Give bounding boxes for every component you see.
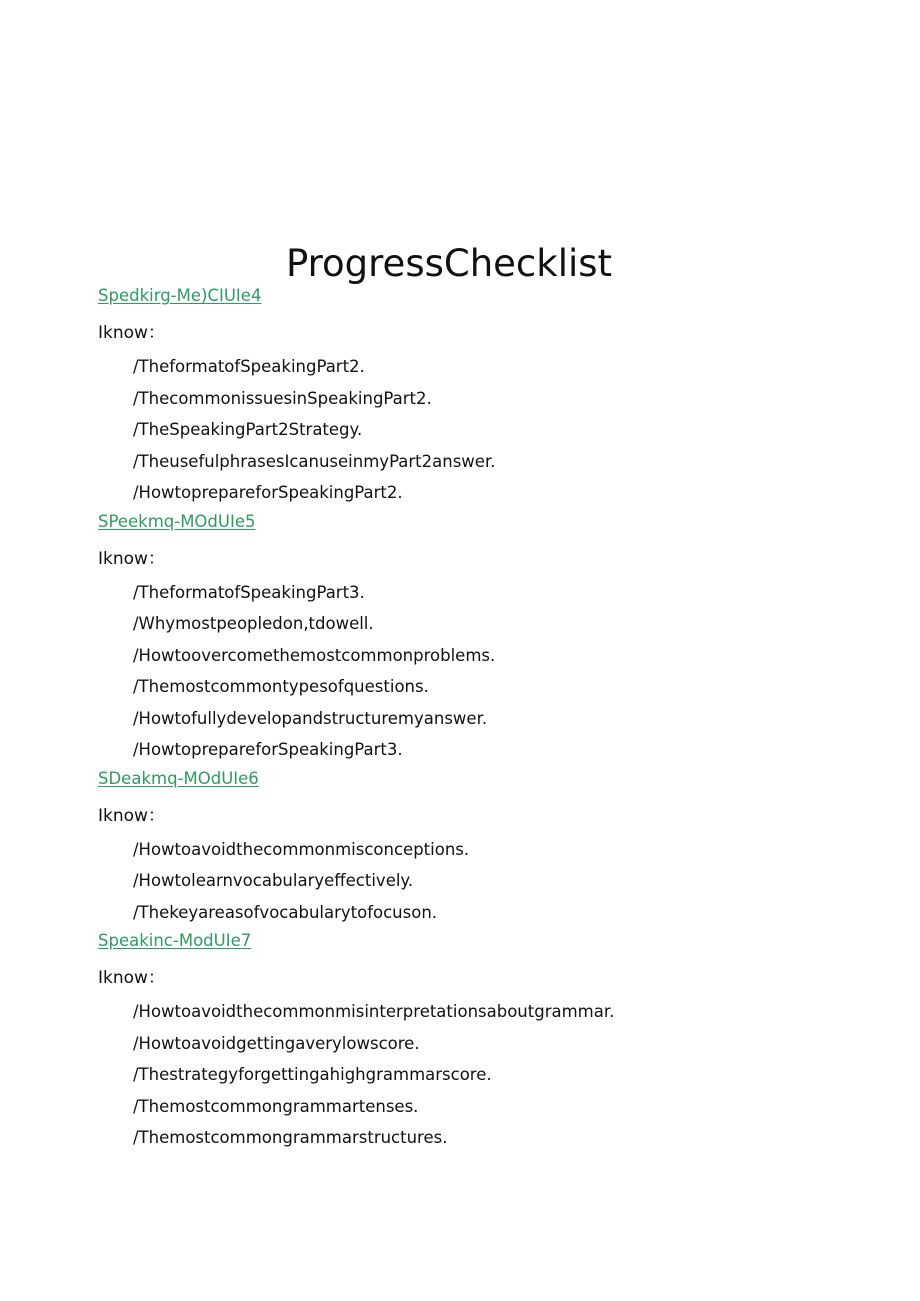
checklist-item: /Themostcommongrammarstructures. (133, 1128, 448, 1147)
checklist-item: /TheusefulphrasesIcanuseinmyPart2answer. (133, 451, 496, 471)
module-7-link[interactable]: Speakinc-ModUIe7 (98, 931, 252, 950)
module-7-items (98, 996, 878, 1154)
module-section-5 (98, 509, 878, 766)
checklist-item: /Howtofullydevelopandstructuremyanswer. (133, 708, 488, 728)
checklist-item: /TheSpeakingPart2Strategy. (133, 420, 363, 439)
checklist-item: /Themostcommontypesofquestions. (133, 677, 429, 696)
checklist-item: /HowtoprepareforSpeakingPart3. (133, 740, 403, 759)
module-section-6 (98, 766, 878, 929)
module-section-7 (98, 928, 878, 1154)
module-4-link[interactable]: Spedkirg-Me)CIUIe4 (98, 286, 262, 305)
checklist-item: /ThecommonissuesinSpeakingPart2. (133, 388, 432, 408)
checklist-item: /TheformatofSpeakingPart2. (133, 357, 365, 376)
checklist-item: /Howtoavoidthecommonmisinterpretationsaboutgrammar. (133, 1002, 615, 1021)
module-5-intro: Iknow： (98, 548, 165, 569)
checklist-item: /Howtoovercomethemostcommonproblems. (133, 645, 496, 665)
checklist-item: /Themostcommongrammartenses. (133, 1096, 419, 1116)
checklist-item: /Howtoavoidthecommonmisconceptions. (133, 839, 470, 859)
module-6-intro: Iknow： (98, 805, 165, 826)
module-6-link[interactable]: SDeakmq-MOdUIe6 (98, 768, 259, 788)
page-title: ProgressChecklist (285, 242, 613, 285)
checklist-item: /Thestrategyforgettingahighgrammarscore. (133, 1065, 492, 1084)
checklist-item: /Thekeyareasofvocabularytofocuson. (133, 902, 438, 922)
checklist-item: /Howtolearnvocabularyeffectively. (133, 871, 414, 890)
module-section-4 (98, 283, 878, 509)
module-5-link[interactable]: SPeekmq-MOdUIe5 (98, 511, 256, 531)
checklist-item: /TheformatofSpeakingPart3. (133, 582, 365, 602)
module-6-items (98, 834, 878, 929)
module-5-items (98, 577, 878, 766)
checklist-item: /Howtoavoidgettingaverylowscore. (133, 1033, 420, 1053)
checklist-item: /HowtoprepareforSpeakingPart2. (133, 483, 403, 502)
module-4-items (98, 351, 878, 509)
checklist-content (98, 283, 878, 1154)
module-7-intro: Iknow： (98, 968, 165, 988)
module-4-intro: Iknow： (98, 323, 165, 343)
checklist-item: /Whymostpeopledon‚tdowell. (133, 614, 374, 633)
